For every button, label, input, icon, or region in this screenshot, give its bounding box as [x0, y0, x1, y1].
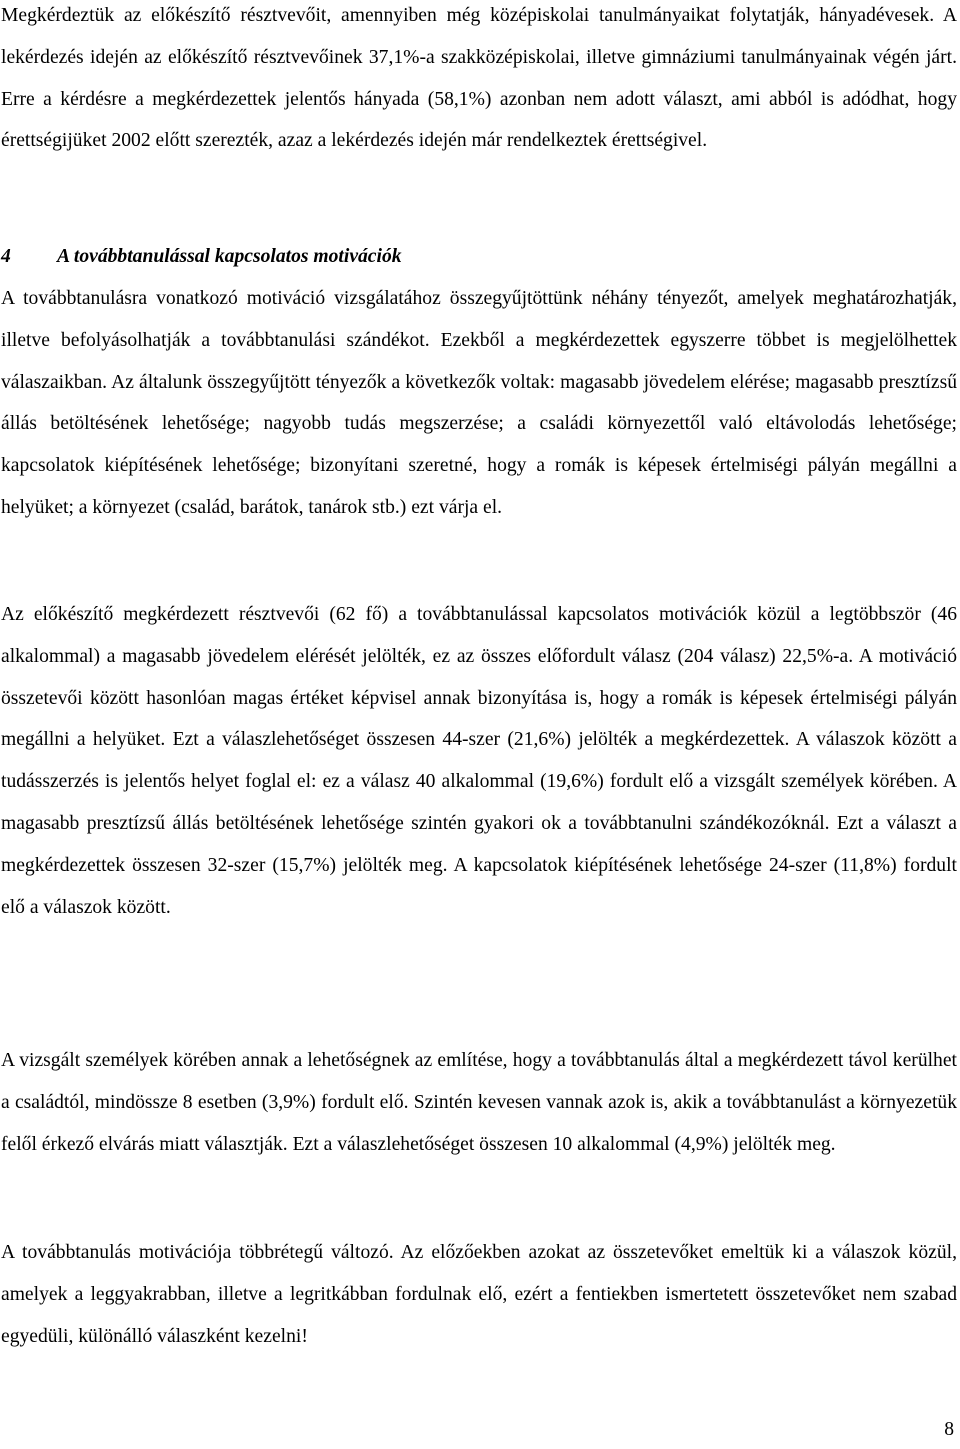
paragraph-conclusion: A továbbtanulás motivációja többrétegű változó. Az előzőekben azokat az összetevőket emeltük ki a válaszok közül, amelyek a leggyakrabban, illetve a legritkábban fordulnak elő, ezért a fentiekben ismertetett összetevőket nem szabad egyedüli, különálló válaszként kezelni!: [1, 1242, 957, 1347]
paragraph-motivation-results: Az előkészítő megkérdezett résztvevői (62 fő) a továbbtanulással kapcsolatos motivációk közül a legtöbbször (46 alkalommal) a magasabb jövedelem elérését jelölték, ez az összes előfordult válasz (204 válasz) 22,5%-a. A motiváció összetevői között hasonlóan magas értéket képvisel annak bizonyítása is, hogy a romák is képesek értelmiségi pályán megállni a helyüket. Ezt a válaszlehetőséget összesen 44-szer (21,6%) jelölték a megkérdezettek. A válaszok között a tudásszerzés is jelentős helyet foglal el: ez a válasz 40 alkalommal (19,6%) fordult elő a vizsgált személyek körében. A magasabb presztízsű állás betöltésének lehetősége szintén gyakori ok a továbbtanulni szándékozóknál. Ezt a választ a megkérdezettek összesen 32-szer (15,7%) jelölték meg. A kapcsolatok kiépítésének lehetősége 24-szer (11,8%) fordult elő a válaszok között.: [1, 604, 957, 918]
paragraph-rare-answers: A vizsgált személyek körében annak a lehetőségnek az említése, hogy a továbbtanulás által a megkérdezett távol kerülhet a családtól, mindössze 8 esetben (3,9%) fordult elő. Szintén kevesen vannak azok is, akik a továbbtanulást a környezetük felől érkező elvárás miatt választják. Ezt a válaszlehetőséget összesen 10 alkalommal (4,9%) jelölték meg.: [1, 1050, 957, 1155]
page-number: 8: [944, 1419, 954, 1440]
paragraph-survey-year: Megkérdeztük az előkészítő résztvevőit, amennyiben még középiskolai tanulmányaikat folytatják, hányadévesek. A lekérdezés idején az előkészítő résztvevőinek 37,1%-a szakközépiskolai, illetve gimnáziumi tanulmányainak végén járt. Erre a kérdésre a megkérdezettek jelentős hányada (58,1%) azonban nem adott választ, ami abból is adódhat, hogy érettségijüket 2002 előtt szerezték, azaz a lekérdezés idején már rendelkeztek érettségivel.: [1, 5, 957, 152]
section-title: A továbbtanulással kapcsolatos motivációk: [57, 246, 402, 267]
paragraph-motivation-factors: A továbbtanulásra vonatkozó motiváció vizsgálatához összegyűjtöttünk néhány tényezőt, amelyek meghatározhatják, illetve befolyásolhatják a továbbtanulási szándékot. Ezekből a megkérdezettek egyszerre többet is megjelölhettek válaszaikban. Az általunk összegyűjtött tényezők a következők voltak: magasabb jövedelem elérése; magasabb presztízsű állás betöltésének lehetősége; nagyobb tudás megszerzése; a családi környezettől való eltávolodás lehetősége; kapcsolatok kiépítésének lehetősége; bizonyítani szeretné, hogy a romák is képesek értelmiségi pályán megállni a helyüket; a környezet (család, barátok, tanárok stb.) ezt várja el.: [1, 288, 957, 518]
section-heading: [1, 236, 402, 278]
section-number: 4: [1, 246, 11, 267]
